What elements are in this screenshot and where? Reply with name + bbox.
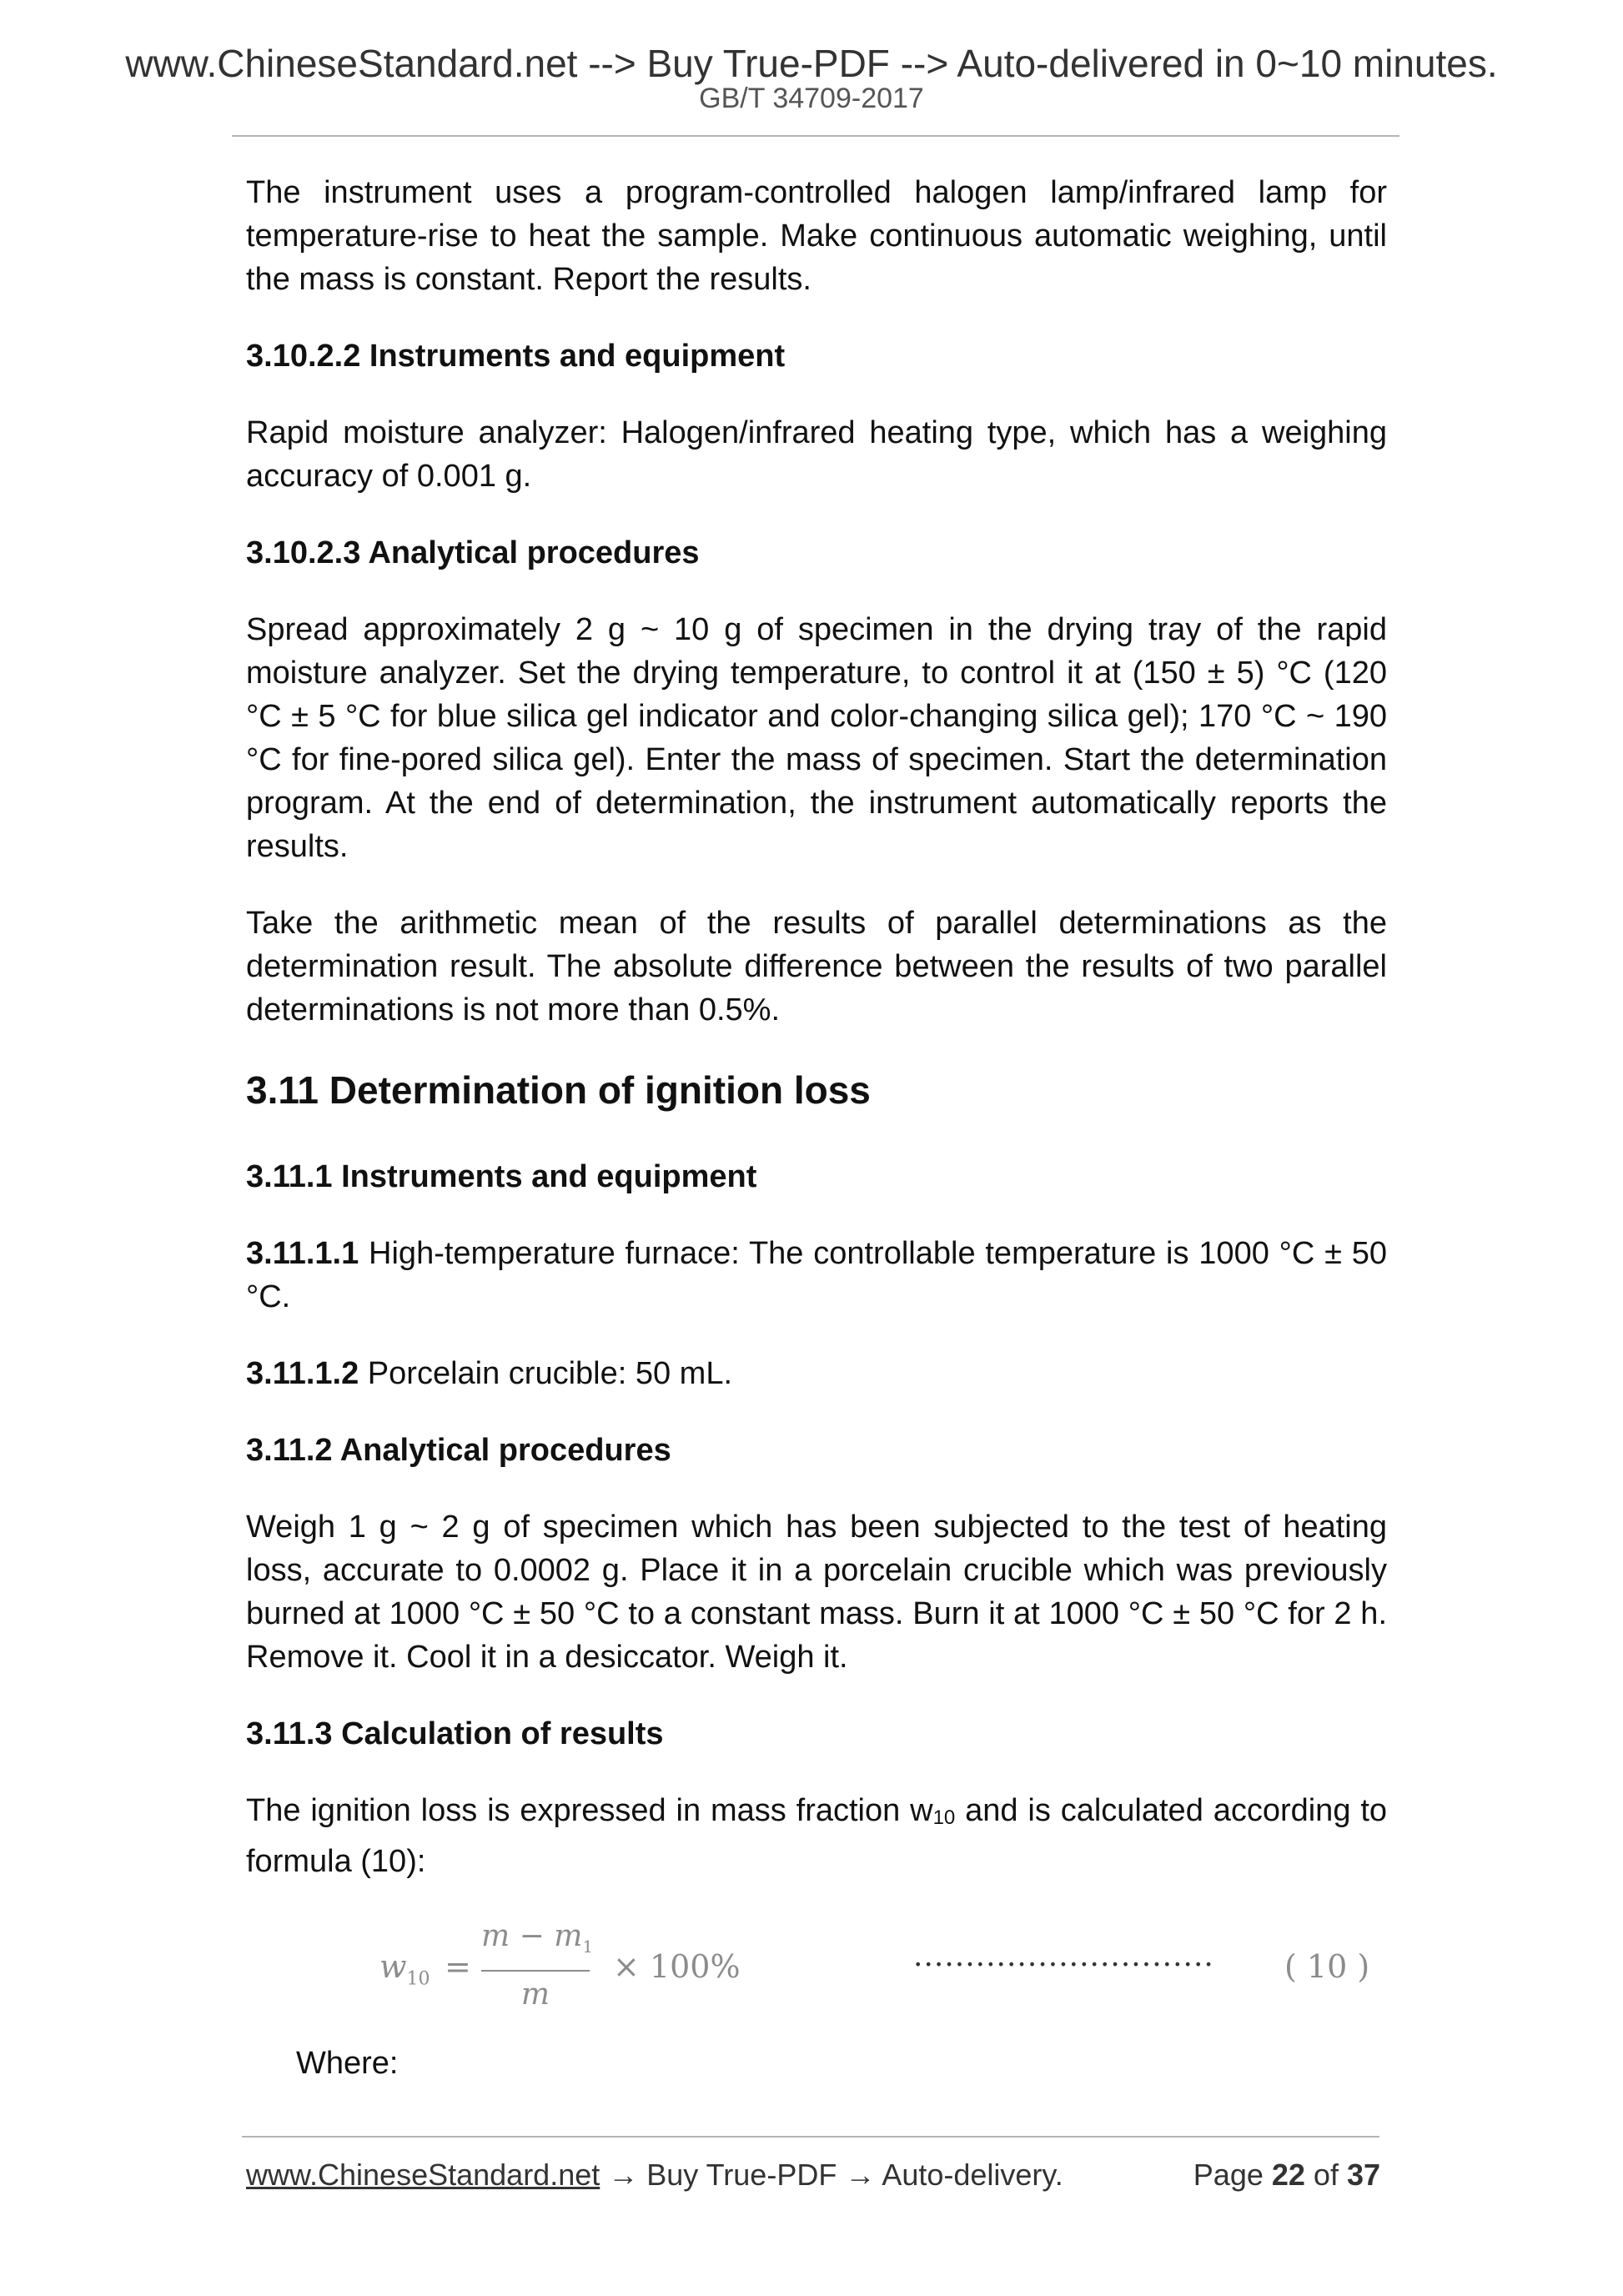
where-label: Where:: [296, 2046, 399, 2081]
heading-3-11-3: 3.11.3 Calculation of results: [246, 1716, 664, 1751]
formula-number: ( 10 ): [1284, 1948, 1370, 1985]
formula-10: [246, 1917, 1387, 2017]
item-number: 3.11.1.1: [246, 1236, 359, 1271]
page-label: Page: [1193, 2158, 1272, 2192]
paragraph-3-11-2: Weigh 1 g ~ 2 g of specimen which has been subjected to the test of heating loss, accurate to 0.0002 g. Place it in a porcelain crucible which was previously burned at 1000 °C ± 50 °C to a constant mass. Burn it at 1000 °C ± 50 °C for 2 h. Remove it. Cool it in a desiccator. Weigh it.: [246, 1510, 1387, 1675]
formula-denominator: m: [520, 1977, 550, 2012]
header-divider: [232, 135, 1399, 137]
text-part: The ignition loss is expressed in mass fraction w: [246, 1793, 933, 1828]
heading-3-10-2-2: 3.10.2.2 Instruments and equipment: [246, 339, 786, 374]
header-banner: www.ChineseStandard.net --> Buy True-PDF --> Auto-delivered in 0~10 minutes.: [125, 42, 1498, 85]
page-indicator: [1193, 2155, 1380, 2195]
fraction-bar: [481, 1970, 590, 1972]
item-number: 3.11.1.2: [246, 1356, 359, 1391]
document-code: GB/T 34709-2017: [699, 83, 924, 114]
item-3-11-1-1: [246, 1232, 1387, 1319]
heading-3-11: 3.11 Determination of ignition loss: [246, 1068, 871, 1112]
page-of-label: of: [1304, 2158, 1347, 2192]
page-number: 22: [1271, 2158, 1305, 2192]
intro-paragraph: The instrument uses a program-controlled halogen lamp/infrared lamp for temperature-rise to heat the sample. Make continuous automatic weighing, until the mass is constant. Report the results.: [246, 175, 1387, 297]
formula-numerator: [481, 1917, 594, 1967]
formula-operator: −: [510, 1919, 555, 1953]
item-text: High-temperature furnace: The controllable temperature is 1000 °C ± 50 °C.: [246, 1236, 1387, 1314]
paragraph-3-10-2-2: Rapid moisture analyzer: Halogen/infrared heating type, which has a weighing accuracy of 0.001 g.: [246, 415, 1387, 494]
heading-3-10-2-3: 3.10.2.3 Analytical procedures: [246, 535, 700, 570]
formula-symbol: m: [554, 1919, 583, 1953]
heading-3-11-2: 3.11.2 Analytical procedures: [246, 1433, 671, 1468]
formula-multiplier: × 100%: [613, 1948, 741, 1985]
paragraph-3-10-2-3-result: Take the arithmetic mean of the results of parallel determinations as the determination result. The absolute difference between the results of two parallel determinations is not more than 0.5%.: [246, 906, 1387, 1027]
page-content: [246, 171, 1387, 2085]
formula-symbol: m: [481, 1919, 510, 1953]
item-text: Porcelain crucible: 50 mL.: [359, 1356, 733, 1391]
formula-symbol: w: [379, 1948, 407, 1985]
footer-link[interactable]: www.ChineseStandard.net: [246, 2158, 600, 2192]
formula-equals: =: [445, 1948, 471, 1985]
heading-3-11-1: 3.11.1 Instruments and equipment: [246, 1159, 757, 1194]
text-part: and is calculated according to formula (10):: [246, 1793, 1388, 1879]
formula-lhs: [379, 1948, 430, 1990]
formula-leader-dots: ·····························: [913, 1948, 1214, 1982]
item-3-11-1-2: [246, 1352, 1387, 1395]
formula-subscript: 10: [406, 1968, 430, 1990]
footer: [246, 2155, 1380, 2195]
page-total: 37: [1346, 2158, 1380, 2192]
footer-text: → Buy True-PDF → Auto-delivery.: [600, 2158, 1063, 2192]
paragraph-3-11-3: [246, 1789, 1387, 1883]
subscript: 10: [932, 1806, 956, 1829]
footer-divider: [242, 2136, 1379, 2138]
formula-fraction: [481, 1917, 594, 2015]
formula-subscript: 1: [582, 1937, 594, 1957]
paragraph-3-10-2-3-procedure: Spread approximately 2 g ~ 10 g of specimen in the drying tray of the rapid moisture analyzer. Set the drying temperature, to control it at (150 ± 5) °C (120 °C ± 5 °C for blue silica gel indicator and color-changing silica gel); 170 °C ~ 190 °C for fine-pored silica gel). Enter the mass of specimen. Start the determination program. At the end of determination, the instrument automatically reports the results.: [246, 612, 1387, 864]
